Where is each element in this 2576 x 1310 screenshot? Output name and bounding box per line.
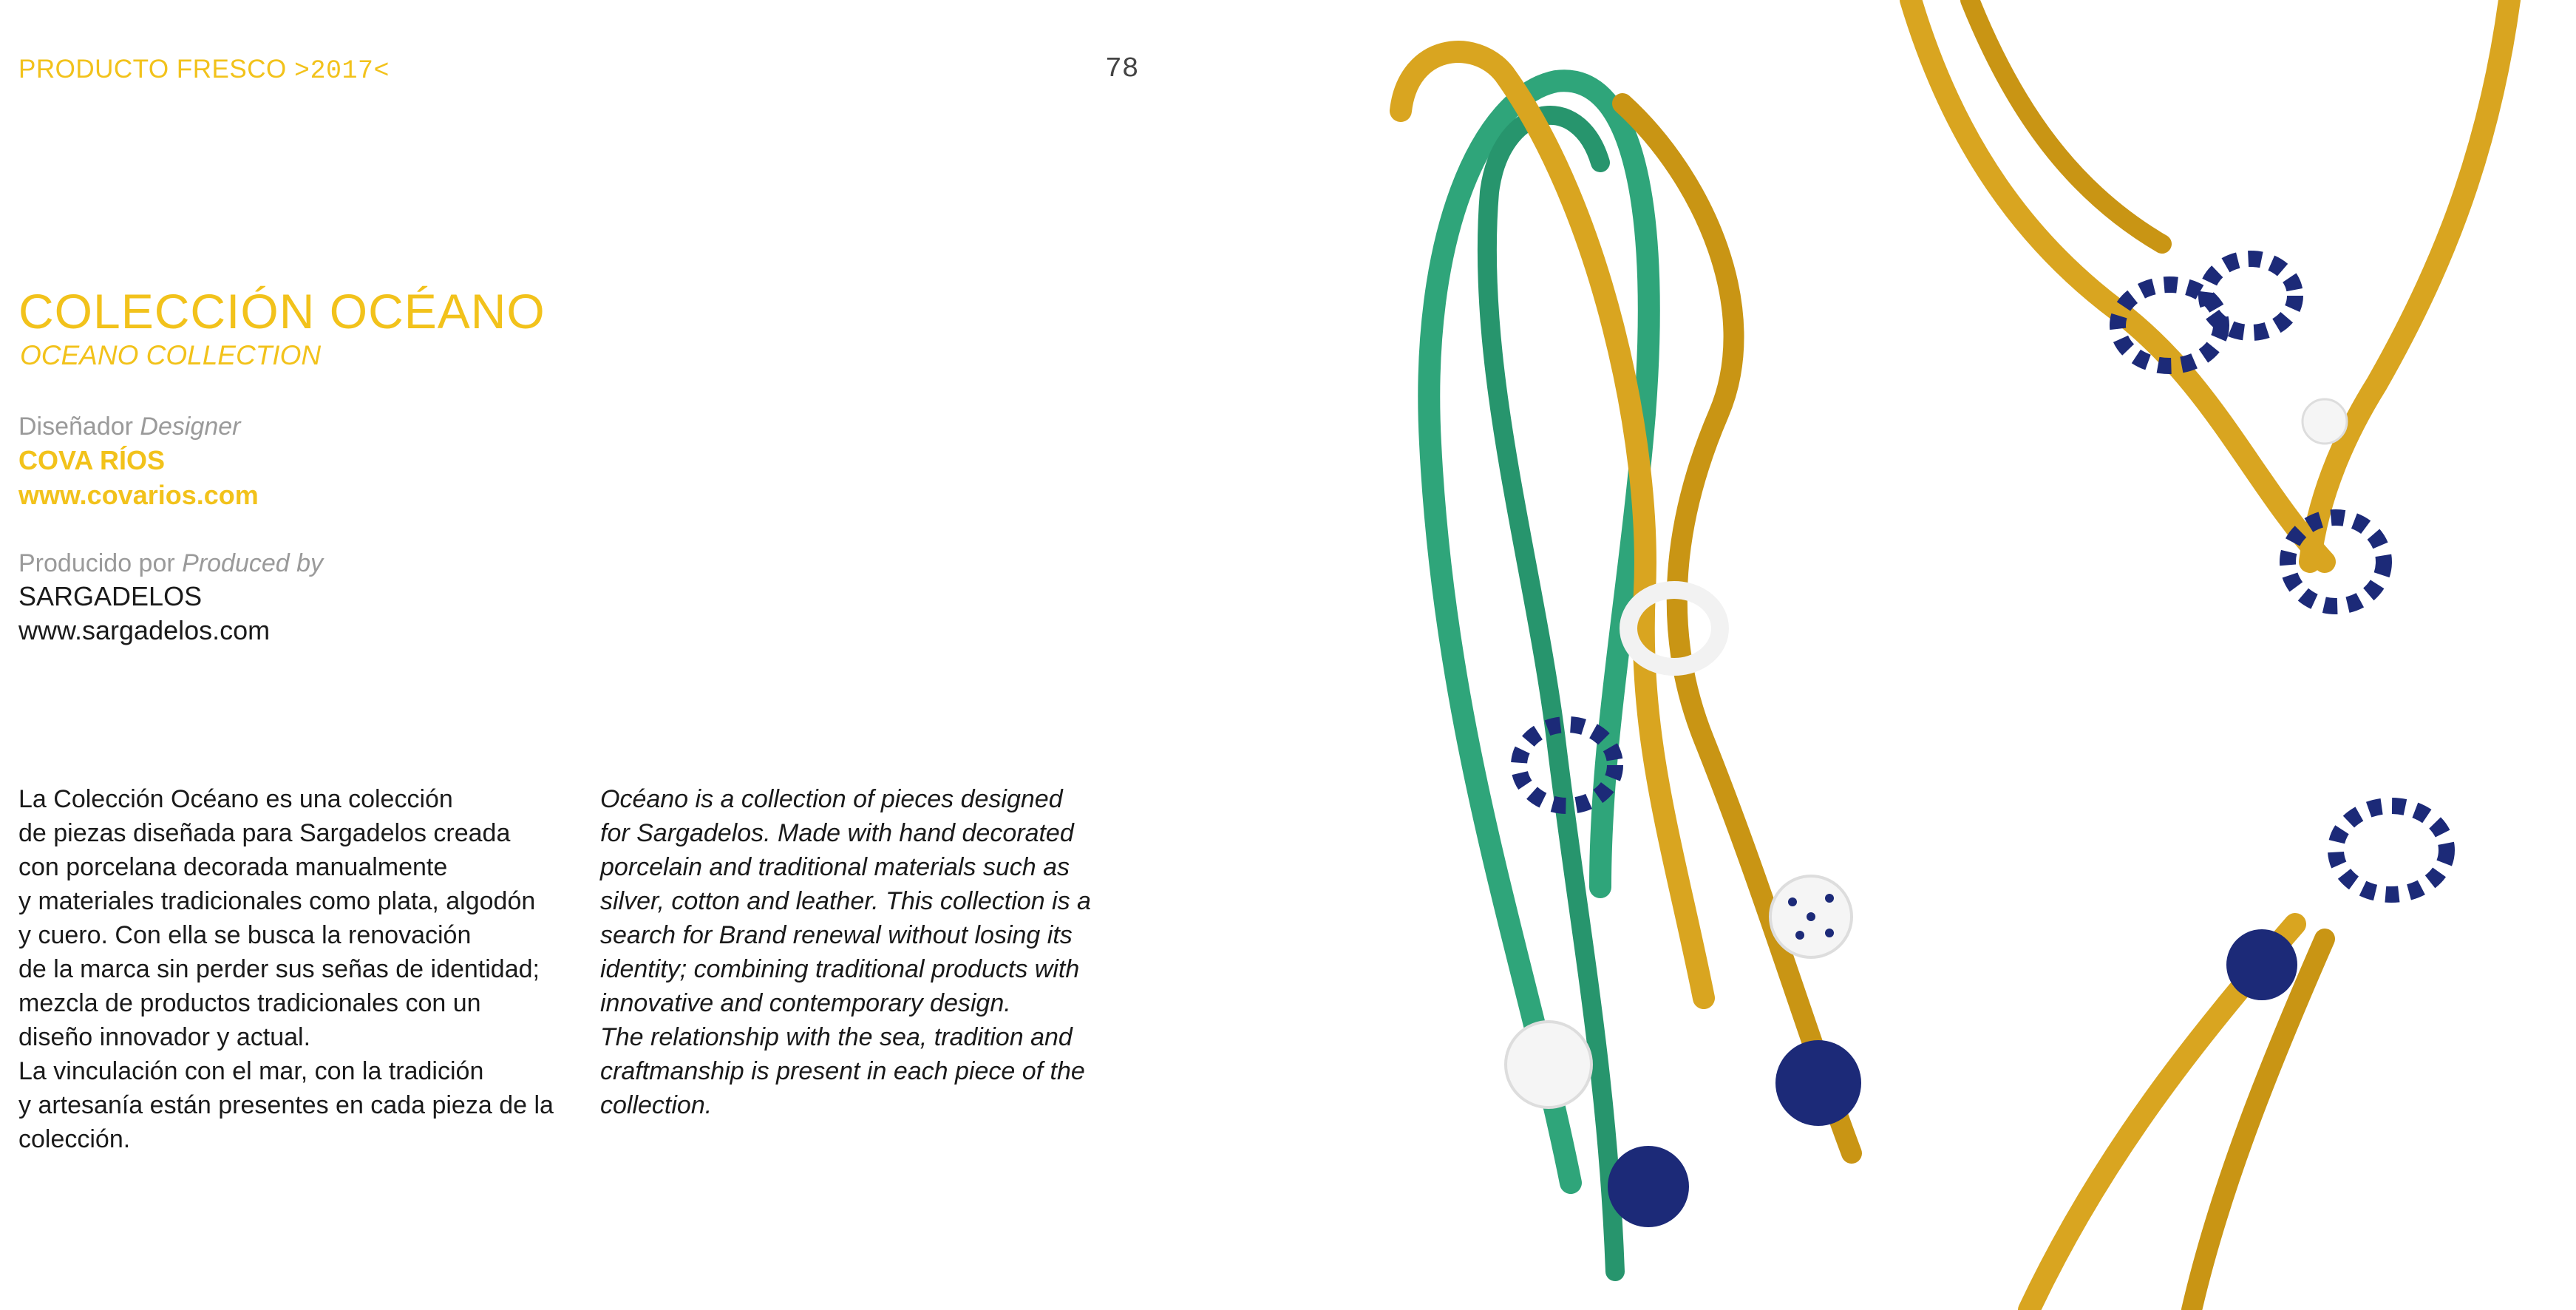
designer-name: COVA RÍOS <box>18 445 166 475</box>
designer-label-es: Diseñador <box>18 413 140 441</box>
section-label: PRODUCTO FRESCO <box>18 55 294 84</box>
producer-label <box>18 551 323 576</box>
article-subtitle: OCEANO COLLECTION <box>20 340 322 370</box>
body-text-spanish: La Colección Océano es una colección de piezas diseñada para Sargadelos creada con porcelana decorada manualmente y materiales tradicionales como plata, algodón y cuero. Con ella se busca la renovación de la marca sin perder sus señas de identidad; mezcla de productos tradicionales con un diseño innovador y actual. La vinculación con el mar, con la tradición y artesanía están presentes en cada pieza de la colección. <box>18 785 554 1153</box>
designer-label <box>18 414 241 439</box>
year-label: >2017< <box>293 56 390 86</box>
producer-name: SARGADELOS <box>18 581 203 611</box>
producer-label-es: Producido por <box>18 549 183 577</box>
producer-website-link[interactable]: www.sargadelos.com <box>18 615 271 645</box>
necklace-photo-icon <box>1290 0 2576 1310</box>
body-text-english: Océano is a collection of pieces designed for Sargadelos. Made with hand decorated porcelain and traditional materials such as silver, cotton and leather. This collection is a search for Brand renewal without losing its identity; combining traditional products with innovative and contemporary design. The relationship with the sea, tradition and craftmanship is present in each piece of the collection. <box>600 785 1091 1119</box>
article-title: COLECCIÓN OCÉANO <box>18 284 546 339</box>
section-header <box>18 55 390 86</box>
producer-label-en: Produced by <box>182 549 324 577</box>
designer-website-link[interactable]: www.covarios.com <box>18 480 259 510</box>
designer-label-en: Designer <box>140 413 241 441</box>
page-number: 78 <box>1105 53 1139 85</box>
